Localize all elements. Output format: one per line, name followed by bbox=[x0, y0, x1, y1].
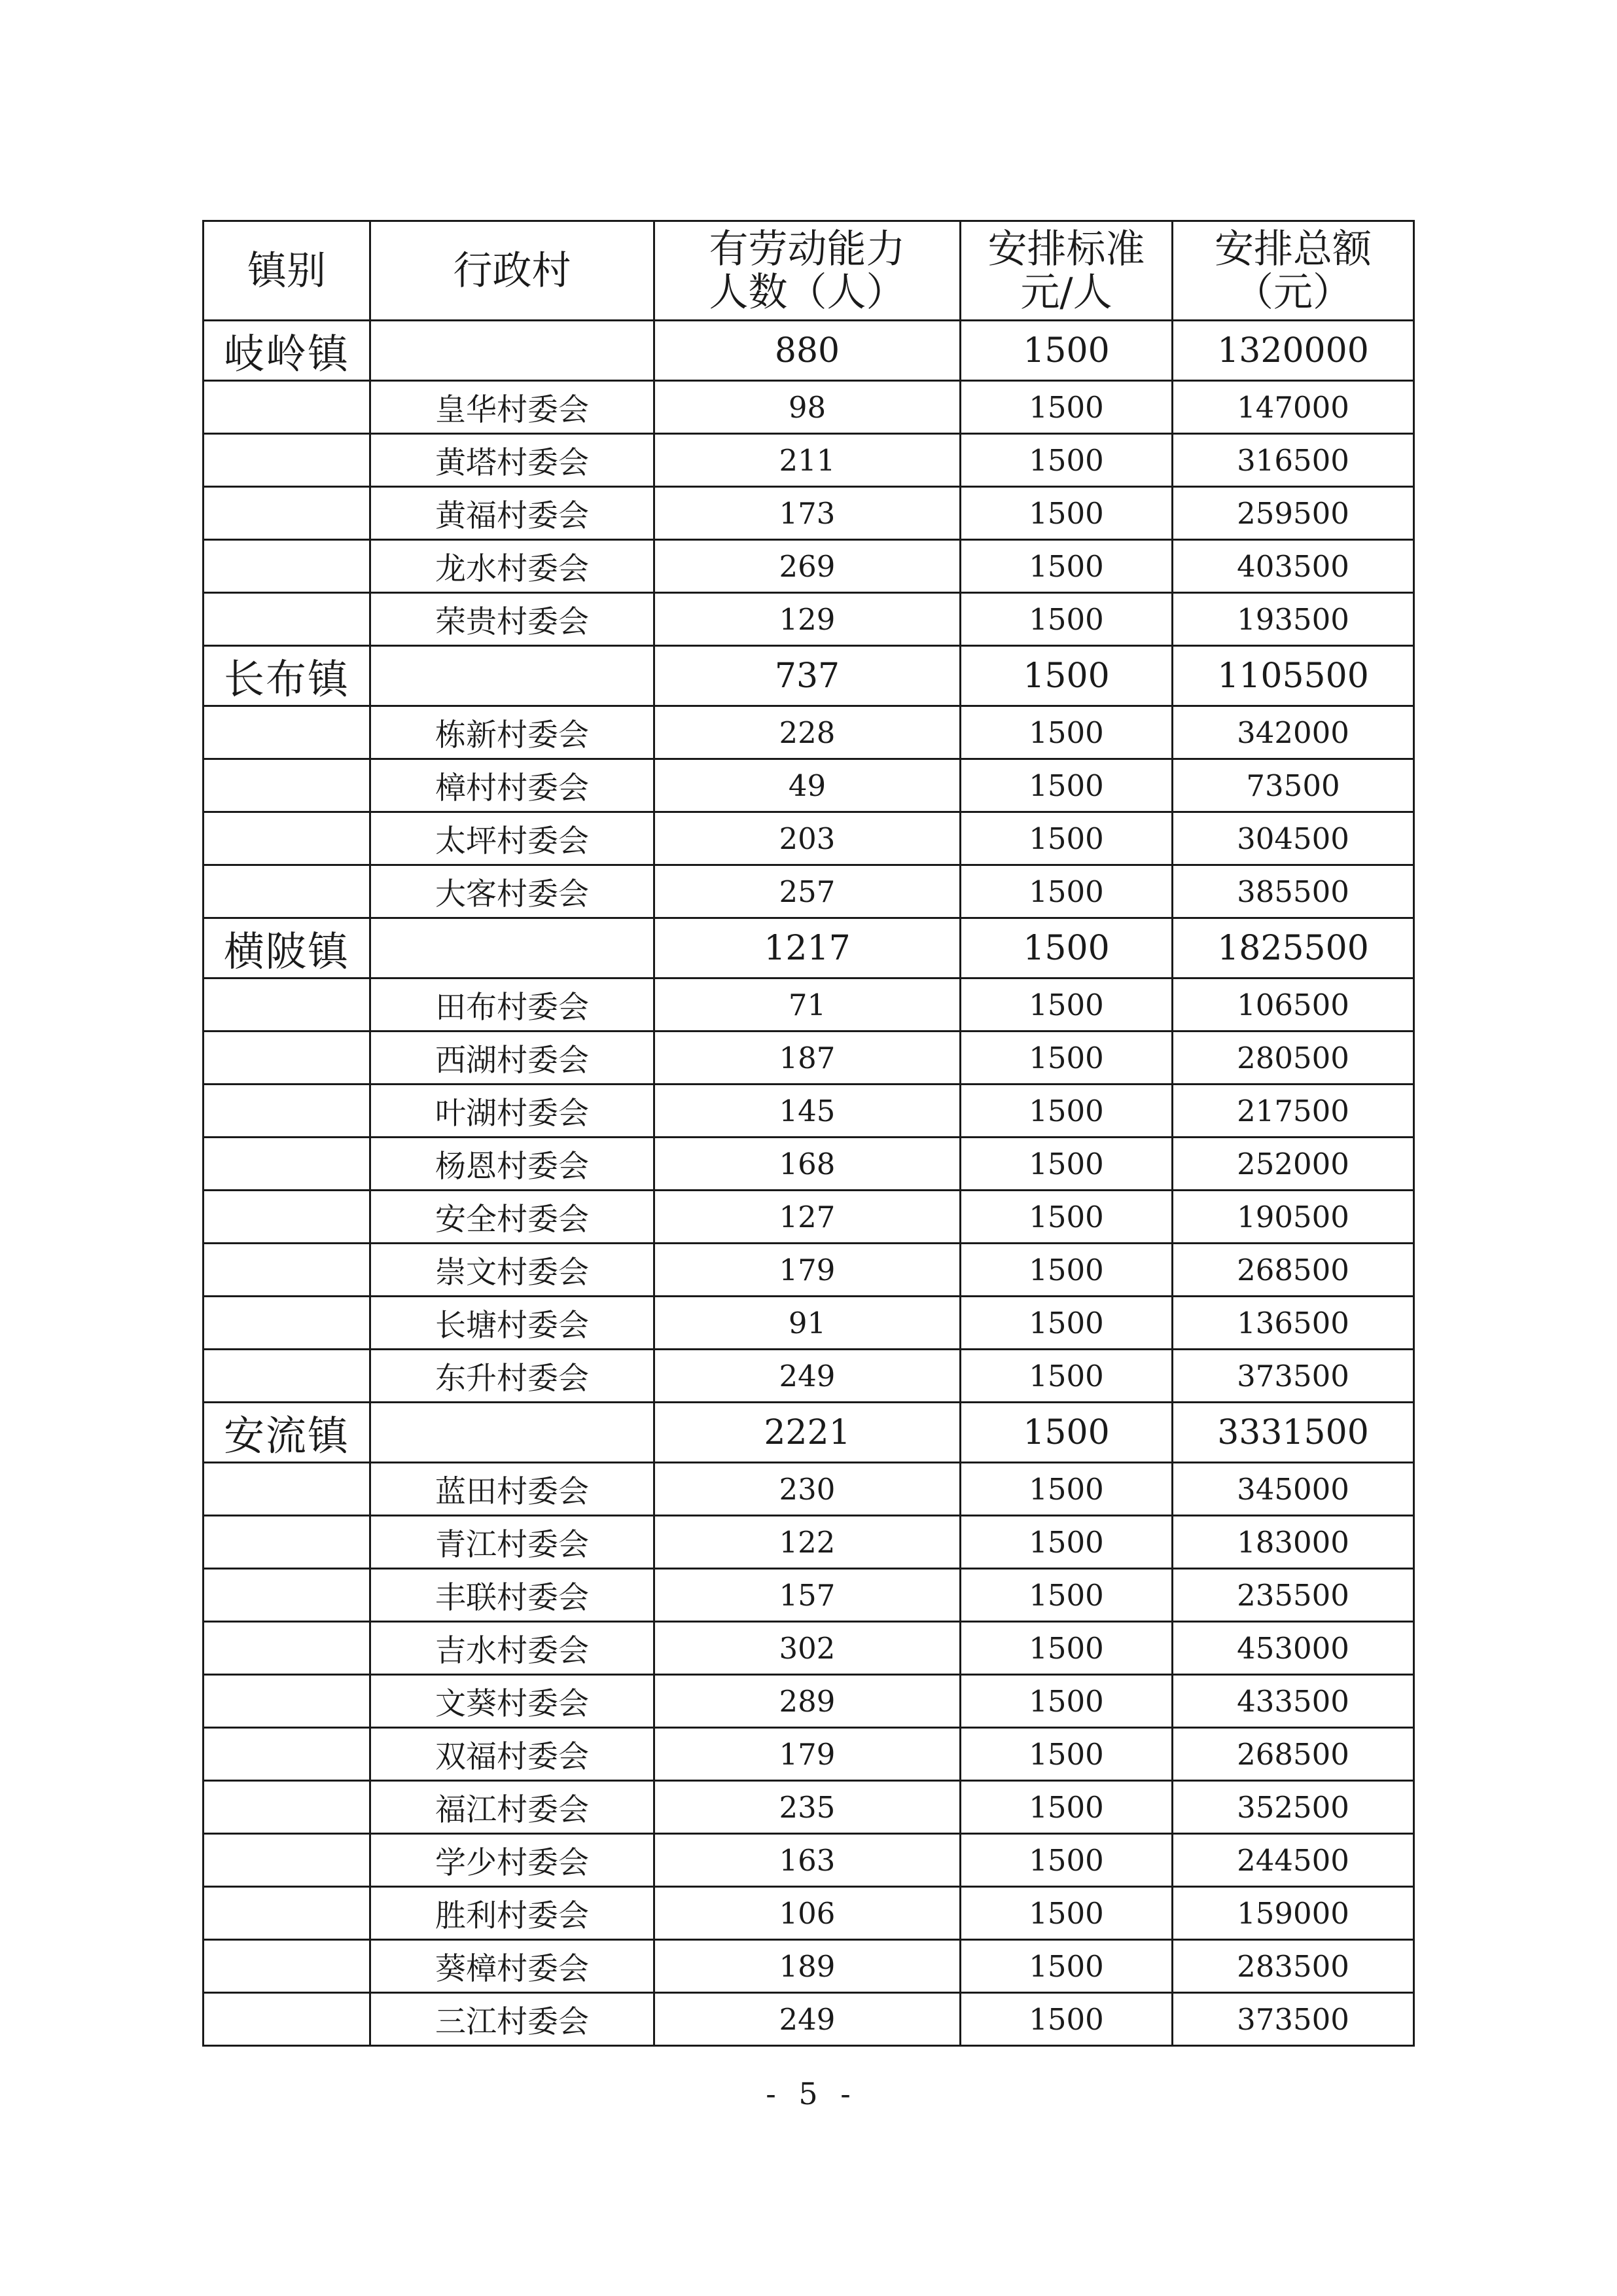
town-name: 长布镇 bbox=[204, 646, 370, 706]
village-total: 106500 bbox=[1173, 978, 1414, 1031]
village-total: 244500 bbox=[1173, 1834, 1414, 1887]
village-row bbox=[204, 1834, 1414, 1887]
town-row bbox=[204, 646, 1414, 706]
village-labor-count: 122 bbox=[654, 1516, 961, 1569]
village-total: 283500 bbox=[1173, 1940, 1414, 1993]
town-labor-count: 737 bbox=[654, 646, 961, 706]
town-total: 3331500 bbox=[1173, 1403, 1414, 1463]
village-row bbox=[204, 1622, 1414, 1675]
town-name-empty bbox=[204, 759, 370, 812]
village-name: 双福村委会 bbox=[370, 1728, 654, 1781]
village-standard: 1500 bbox=[961, 706, 1173, 759]
town-standard: 1500 bbox=[961, 321, 1173, 381]
header-village-label: 行政村 bbox=[453, 247, 571, 294]
town-standard: 1500 bbox=[961, 1403, 1173, 1463]
village-row bbox=[204, 1463, 1414, 1516]
town-name-empty bbox=[204, 1887, 370, 1940]
town-name-empty bbox=[204, 1297, 370, 1350]
village-total: 193500 bbox=[1173, 593, 1414, 646]
village-name-empty bbox=[370, 918, 654, 978]
village-name: 福江村委会 bbox=[370, 1781, 654, 1834]
town-total: 1320000 bbox=[1173, 321, 1414, 381]
village-standard: 1500 bbox=[961, 978, 1173, 1031]
village-row bbox=[204, 381, 1414, 434]
village-row bbox=[204, 1675, 1414, 1728]
village-row bbox=[204, 1728, 1414, 1781]
village-labor-count: 235 bbox=[654, 1781, 961, 1834]
header-village bbox=[370, 221, 654, 321]
town-name-empty bbox=[204, 978, 370, 1031]
village-labor-count: 127 bbox=[654, 1191, 961, 1244]
header-count-line2: 人数（人） bbox=[709, 269, 906, 315]
village-row bbox=[204, 1516, 1414, 1569]
village-row bbox=[204, 812, 1414, 865]
village-total: 217500 bbox=[1173, 1085, 1414, 1138]
village-name-empty bbox=[370, 1403, 654, 1463]
town-labor-count: 1217 bbox=[654, 918, 961, 978]
village-row bbox=[204, 865, 1414, 918]
village-standard: 1500 bbox=[961, 1940, 1173, 1993]
village-name: 吉水村委会 bbox=[370, 1622, 654, 1675]
village-row bbox=[204, 1244, 1414, 1297]
village-total: 433500 bbox=[1173, 1675, 1414, 1728]
village-labor-count: 145 bbox=[654, 1085, 961, 1138]
town-name-empty bbox=[204, 1622, 370, 1675]
village-name: 长塘村委会 bbox=[370, 1297, 654, 1350]
town-name-empty bbox=[204, 1728, 370, 1781]
village-standard: 1500 bbox=[961, 1463, 1173, 1516]
village-total: 345000 bbox=[1173, 1463, 1414, 1516]
village-name: 龙水村委会 bbox=[370, 540, 654, 593]
village-name-empty bbox=[370, 646, 654, 706]
village-labor-count: 179 bbox=[654, 1244, 961, 1297]
town-name: 岐岭镇 bbox=[204, 321, 370, 381]
village-row bbox=[204, 759, 1414, 812]
town-name-empty bbox=[204, 1191, 370, 1244]
village-labor-count: 269 bbox=[654, 540, 961, 593]
village-labor-count: 173 bbox=[654, 487, 961, 540]
village-labor-count: 129 bbox=[654, 593, 961, 646]
header-count bbox=[654, 221, 961, 321]
village-name: 三江村委会 bbox=[370, 1993, 654, 2046]
village-row bbox=[204, 706, 1414, 759]
village-total: 403500 bbox=[1173, 540, 1414, 593]
village-name: 葵樟村委会 bbox=[370, 1940, 654, 1993]
town-name-empty bbox=[204, 1244, 370, 1297]
village-labor-count: 163 bbox=[654, 1834, 961, 1887]
village-labor-count: 91 bbox=[654, 1297, 961, 1350]
village-name: 崇文村委会 bbox=[370, 1244, 654, 1297]
village-row bbox=[204, 1350, 1414, 1403]
table-body bbox=[204, 321, 1414, 2046]
village-row bbox=[204, 1781, 1414, 1834]
village-labor-count: 249 bbox=[654, 1350, 961, 1403]
village-total: 252000 bbox=[1173, 1138, 1414, 1191]
header-town bbox=[204, 221, 370, 321]
village-standard: 1500 bbox=[961, 540, 1173, 593]
village-name: 黄塔村委会 bbox=[370, 434, 654, 487]
village-labor-count: 257 bbox=[654, 865, 961, 918]
village-labor-count: 106 bbox=[654, 1887, 961, 1940]
village-standard: 1500 bbox=[961, 1781, 1173, 1834]
village-standard: 1500 bbox=[961, 1622, 1173, 1675]
town-name-empty bbox=[204, 1085, 370, 1138]
village-row bbox=[204, 1569, 1414, 1622]
village-name: 樟村村委会 bbox=[370, 759, 654, 812]
village-total: 268500 bbox=[1173, 1728, 1414, 1781]
village-total: 259500 bbox=[1173, 487, 1414, 540]
header-town-label: 镇别 bbox=[247, 247, 326, 294]
header-standard-line2: 元/人 bbox=[1020, 269, 1112, 315]
village-name: 大客村委会 bbox=[370, 865, 654, 918]
header-standard-line1: 安排标准 bbox=[987, 226, 1145, 272]
village-name-empty bbox=[370, 321, 654, 381]
town-total: 1825500 bbox=[1173, 918, 1414, 978]
town-name-empty bbox=[204, 1569, 370, 1622]
village-total: 373500 bbox=[1173, 1993, 1414, 2046]
village-standard: 1500 bbox=[961, 1675, 1173, 1728]
village-labor-count: 230 bbox=[654, 1463, 961, 1516]
table-header-row bbox=[204, 221, 1414, 321]
town-name-empty bbox=[204, 706, 370, 759]
town-name-empty bbox=[204, 487, 370, 540]
village-standard: 1500 bbox=[961, 812, 1173, 865]
village-standard: 1500 bbox=[961, 1031, 1173, 1085]
page-number: - 5 - bbox=[766, 2076, 857, 2111]
village-labor-count: 203 bbox=[654, 812, 961, 865]
village-standard: 1500 bbox=[961, 1138, 1173, 1191]
village-labor-count: 157 bbox=[654, 1569, 961, 1622]
village-labor-count: 249 bbox=[654, 1993, 961, 2046]
village-labor-count: 211 bbox=[654, 434, 961, 487]
village-standard: 1500 bbox=[961, 1569, 1173, 1622]
village-row bbox=[204, 1993, 1414, 2046]
village-standard: 1500 bbox=[961, 593, 1173, 646]
village-labor-count: 98 bbox=[654, 381, 961, 434]
town-name-empty bbox=[204, 1516, 370, 1569]
village-standard: 1500 bbox=[961, 1834, 1173, 1887]
village-name: 叶湖村委会 bbox=[370, 1085, 654, 1138]
village-total: 316500 bbox=[1173, 434, 1414, 487]
village-standard: 1500 bbox=[961, 1085, 1173, 1138]
town-name-empty bbox=[204, 1834, 370, 1887]
village-total: 235500 bbox=[1173, 1569, 1414, 1622]
village-name: 丰联村委会 bbox=[370, 1569, 654, 1622]
village-row bbox=[204, 1085, 1414, 1138]
village-standard: 1500 bbox=[961, 1350, 1173, 1403]
village-total: 136500 bbox=[1173, 1297, 1414, 1350]
village-labor-count: 189 bbox=[654, 1940, 961, 1993]
town-name: 横陂镇 bbox=[204, 918, 370, 978]
town-name-empty bbox=[204, 1138, 370, 1191]
village-row bbox=[204, 540, 1414, 593]
town-labor-count: 880 bbox=[654, 321, 961, 381]
village-name: 安全村委会 bbox=[370, 1191, 654, 1244]
village-labor-count: 302 bbox=[654, 1622, 961, 1675]
village-total: 73500 bbox=[1173, 759, 1414, 812]
village-name: 黄福村委会 bbox=[370, 487, 654, 540]
town-row bbox=[204, 918, 1414, 978]
village-name: 西湖村委会 bbox=[370, 1031, 654, 1085]
village-labor-count: 228 bbox=[654, 706, 961, 759]
village-standard: 1500 bbox=[961, 1887, 1173, 1940]
town-total: 1105500 bbox=[1173, 646, 1414, 706]
town-name-empty bbox=[204, 593, 370, 646]
village-total: 453000 bbox=[1173, 1622, 1414, 1675]
village-name: 学少村委会 bbox=[370, 1834, 654, 1887]
village-name: 青江村委会 bbox=[370, 1516, 654, 1569]
town-labor-count: 2221 bbox=[654, 1403, 961, 1463]
village-row bbox=[204, 1138, 1414, 1191]
header-total bbox=[1173, 221, 1414, 321]
village-total: 352500 bbox=[1173, 1781, 1414, 1834]
village-labor-count: 187 bbox=[654, 1031, 961, 1085]
village-name: 蓝田村委会 bbox=[370, 1463, 654, 1516]
village-total: 159000 bbox=[1173, 1887, 1414, 1940]
village-row bbox=[204, 487, 1414, 540]
village-standard: 1500 bbox=[961, 1516, 1173, 1569]
village-labor-count: 71 bbox=[654, 978, 961, 1031]
village-row bbox=[204, 1297, 1414, 1350]
village-total: 183000 bbox=[1173, 1516, 1414, 1569]
town-name: 安流镇 bbox=[204, 1403, 370, 1463]
village-standard: 1500 bbox=[961, 1993, 1173, 2046]
header-total-line1: 安排总额 bbox=[1215, 226, 1372, 272]
town-name-empty bbox=[204, 540, 370, 593]
village-row bbox=[204, 1940, 1414, 1993]
header-standard bbox=[961, 221, 1173, 321]
town-standard: 1500 bbox=[961, 918, 1173, 978]
village-labor-count: 168 bbox=[654, 1138, 961, 1191]
village-standard: 1500 bbox=[961, 865, 1173, 918]
town-name-empty bbox=[204, 1781, 370, 1834]
village-standard: 1500 bbox=[961, 759, 1173, 812]
village-row bbox=[204, 593, 1414, 646]
village-name: 文葵村委会 bbox=[370, 1675, 654, 1728]
village-standard: 1500 bbox=[961, 381, 1173, 434]
village-labor-count: 179 bbox=[654, 1728, 961, 1781]
town-name-empty bbox=[204, 865, 370, 918]
village-name: 田布村委会 bbox=[370, 978, 654, 1031]
town-row bbox=[204, 1403, 1414, 1463]
header-total-line2: （元） bbox=[1234, 269, 1352, 315]
village-total: 147000 bbox=[1173, 381, 1414, 434]
town-name-empty bbox=[204, 381, 370, 434]
allocation-table bbox=[202, 220, 1415, 2047]
village-name: 太坪村委会 bbox=[370, 812, 654, 865]
village-row bbox=[204, 434, 1414, 487]
town-name-empty bbox=[204, 812, 370, 865]
town-name-empty bbox=[204, 1463, 370, 1516]
town-name-empty bbox=[204, 1940, 370, 1993]
village-standard: 1500 bbox=[961, 1728, 1173, 1781]
village-name: 杨恩村委会 bbox=[370, 1138, 654, 1191]
village-row bbox=[204, 1191, 1414, 1244]
village-total: 385500 bbox=[1173, 865, 1414, 918]
village-labor-count: 289 bbox=[654, 1675, 961, 1728]
header-count-line1: 有劳动能力 bbox=[709, 226, 906, 272]
town-name-empty bbox=[204, 434, 370, 487]
town-row bbox=[204, 321, 1414, 381]
town-name-empty bbox=[204, 1675, 370, 1728]
village-standard: 1500 bbox=[961, 1297, 1173, 1350]
village-row bbox=[204, 1031, 1414, 1085]
village-name: 皇华村委会 bbox=[370, 381, 654, 434]
village-labor-count: 49 bbox=[654, 759, 961, 812]
village-total: 373500 bbox=[1173, 1350, 1414, 1403]
village-total: 268500 bbox=[1173, 1244, 1414, 1297]
village-standard: 1500 bbox=[961, 487, 1173, 540]
village-total: 190500 bbox=[1173, 1191, 1414, 1244]
village-name: 东升村委会 bbox=[370, 1350, 654, 1403]
village-standard: 1500 bbox=[961, 434, 1173, 487]
village-row bbox=[204, 1887, 1414, 1940]
village-total: 304500 bbox=[1173, 812, 1414, 865]
village-row bbox=[204, 978, 1414, 1031]
village-name: 栋新村委会 bbox=[370, 706, 654, 759]
village-total: 280500 bbox=[1173, 1031, 1414, 1085]
town-name-empty bbox=[204, 1993, 370, 2046]
town-name-empty bbox=[204, 1031, 370, 1085]
town-name-empty bbox=[204, 1350, 370, 1403]
village-name: 胜利村委会 bbox=[370, 1887, 654, 1940]
village-name: 荣贵村委会 bbox=[370, 593, 654, 646]
village-standard: 1500 bbox=[961, 1191, 1173, 1244]
village-standard: 1500 bbox=[961, 1244, 1173, 1297]
town-standard: 1500 bbox=[961, 646, 1173, 706]
village-total: 342000 bbox=[1173, 706, 1414, 759]
